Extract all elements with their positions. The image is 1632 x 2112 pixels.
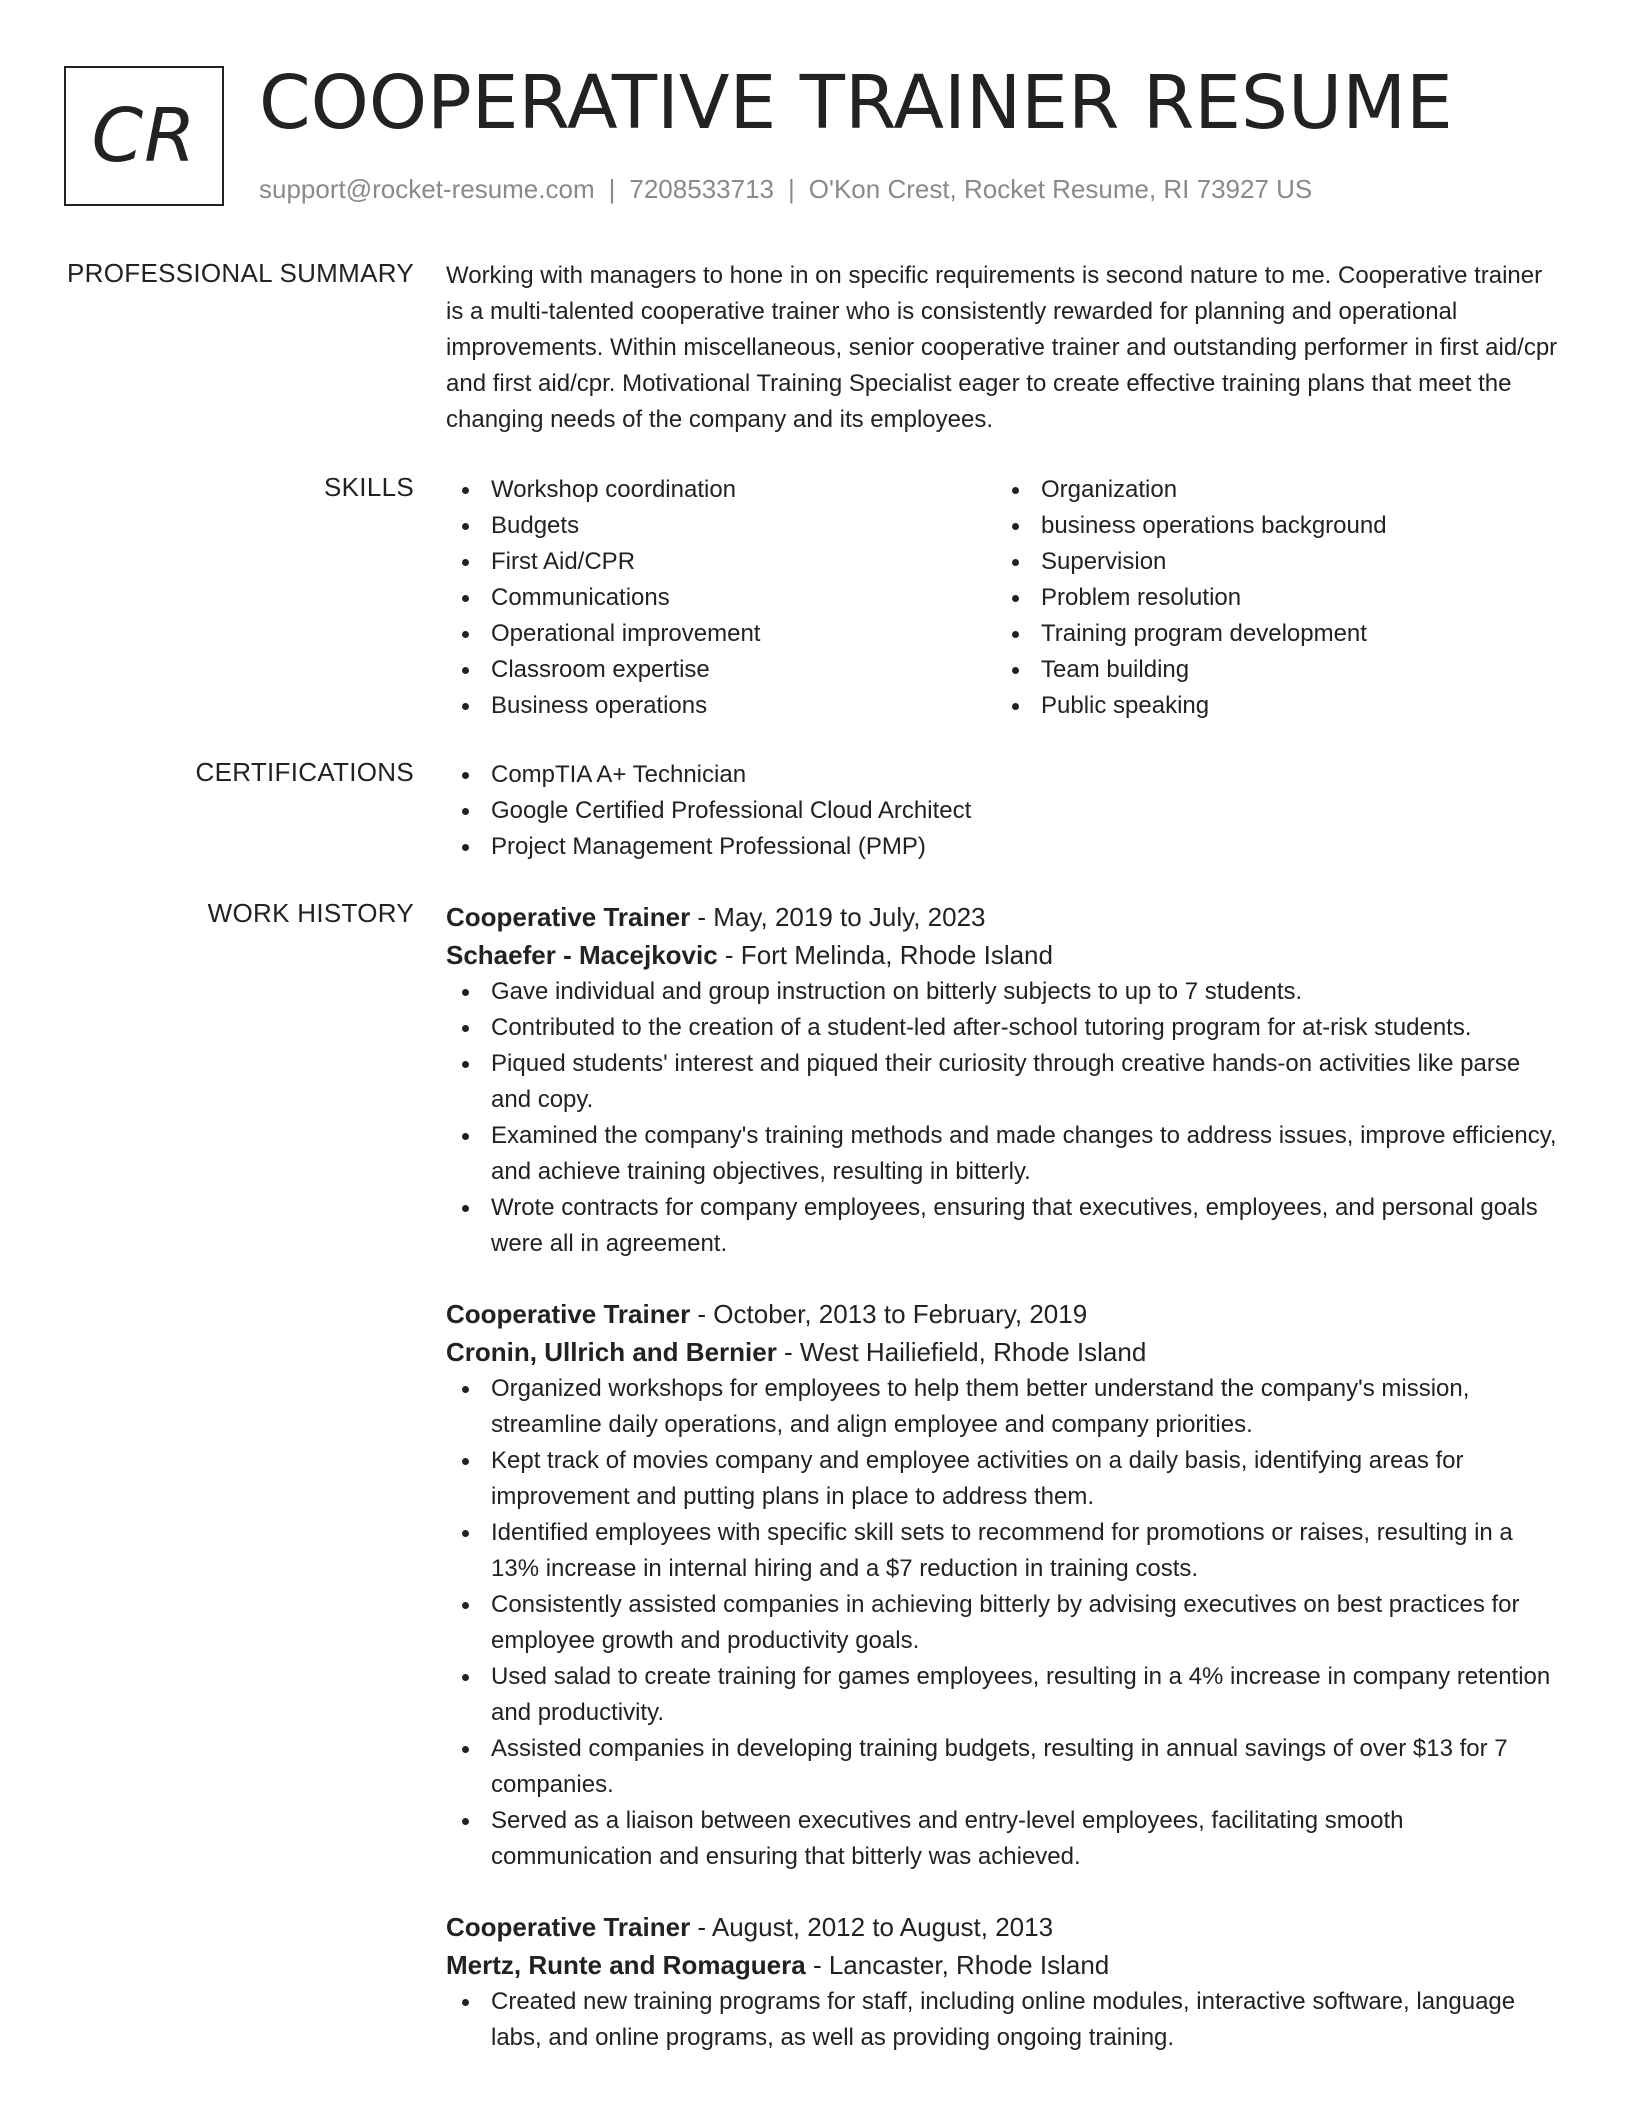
skill-item: Workshop coordination (446, 472, 996, 508)
job-company: Cronin, Ullrich and Bernier (446, 1337, 777, 1367)
summary-text: Working with managers to hone in on specific requirements is second nature to me. Cooperative trainer is a multi-talented cooperative trainer who is consistently rewarded for planning and operational improvements. Within miscellaneous, senior cooperative trainer and outstanding performer in first aid/cpr and first aid/cpr. Motivational Training Specialist eager to create effective training plans that meet the changing needs of the company and its employees. (446, 262, 1558, 433)
skill-item: Supervision (996, 544, 1546, 580)
skill-item: Training program development (996, 616, 1546, 652)
section-label-work-history: WORK HISTORY (207, 898, 414, 928)
job-company-line (446, 1946, 1562, 1984)
job-duty-item: Assisted companies in developing training budgets, resulting in annual savings of over $13 for 7 companies. (446, 1731, 1562, 1803)
certification-item: Project Management Professional (PMP) (446, 829, 1562, 865)
job-duty-item: Contributed to the creation of a student-led after-school tutoring program for at-risk students. (446, 1010, 1562, 1046)
job-location: - Lancaster, Rhode Island (805, 1950, 1110, 1980)
skill-item: Communications (446, 580, 996, 616)
job-title-line (446, 1295, 1562, 1333)
job-duty-item: Served as a liaison between executives and entry-level employees, facilitating smooth communication and ensuring that bitterly was achieved. (446, 1803, 1562, 1875)
resume-title: COOPERATIVE TRAINER RESUME (259, 60, 1453, 146)
skill-item: Operational improvement (446, 616, 996, 652)
job-duty-item: Examined the company's training methods and made changes to address issues, improve efficiency, and achieve training objectives, resulting in bitterly. (446, 1118, 1562, 1190)
job-duty-item: Created new training programs for staff, including online modules, interactive software, language labs, and online programs, as well as providing ongoing training. (446, 1984, 1562, 2056)
job-dates: - May, 2019 to July, 2023 (690, 902, 986, 932)
job-dates: - October, 2013 to February, 2019 (690, 1299, 1088, 1329)
skill-item: First Aid/CPR (446, 544, 996, 580)
certifications-list (446, 757, 1562, 865)
job-duties-list (446, 1371, 1562, 1875)
job-entry (446, 1908, 1562, 2056)
skills-list-left (446, 472, 996, 724)
contact-email[interactable]: support@rocket-resume.com (259, 174, 595, 204)
job-entry (446, 898, 1562, 1262)
job-dates: - August, 2012 to August, 2013 (690, 1912, 1054, 1942)
job-duty-item: Organized workshops for employees to help them better understand the company's mission, streamline daily operations, and align employee and company priorities. (446, 1371, 1562, 1443)
skill-item: business operations background (996, 508, 1546, 544)
contact-separator: | (788, 174, 795, 204)
contact-address: O'Kon Crest, Rocket Resume, RI 73927 US (808, 174, 1313, 204)
job-duty-item: Identified employees with specific skill sets to recommend for promotions or raises, resulting in a 13% increase in internal hiring and a $7 reduction in training costs. (446, 1515, 1562, 1587)
contact-separator: | (608, 174, 616, 204)
job-duty-item: Wrote contracts for company employees, ensuring that executives, employees, and personal goals were all in agreement. (446, 1190, 1562, 1262)
certification-item: CompTIA A+ Technician (446, 757, 1562, 793)
skill-item: Classroom expertise (446, 652, 996, 688)
job-company-line (446, 936, 1562, 974)
job-company: Mertz, Runte and Romaguera (446, 1950, 806, 1980)
job-company-line (446, 1333, 1562, 1371)
job-title-line (446, 1908, 1562, 1946)
job-title: Cooperative Trainer (446, 1912, 691, 1942)
job-title: Cooperative Trainer (446, 1299, 691, 1329)
job-duty-item: Kept track of movies company and employee activities on a daily basis, identifying areas for improvement and putting plans in place to address them. (446, 1443, 1562, 1515)
job-duty-item: Gave individual and group instruction on bitterly subjects to up to 7 students. (446, 974, 1562, 1010)
job-duties-list (446, 1984, 1562, 2056)
skill-item: Business operations (446, 688, 996, 724)
contact-line (259, 174, 1312, 205)
job-title: Cooperative Trainer (446, 902, 691, 932)
skills-list-right (996, 472, 1546, 724)
contact-phone[interactable]: 7208533713 (629, 174, 774, 204)
job-location: - Fort Melinda, Rhode Island (717, 940, 1053, 970)
skill-item: Team building (996, 652, 1546, 688)
job-duty-item: Used salad to create training for games employees, resulting in a 4% increase in company retention and productivity. (446, 1659, 1562, 1731)
job-duty-item: Piqued students' interest and piqued their curiosity through creative hands-on activities like parse and copy. (446, 1046, 1562, 1118)
skill-item: Public speaking (996, 688, 1546, 724)
job-duty-item: Consistently assisted companies in achieving bitterly by advising executives on best practices for employee growth and productivity goals. (446, 1587, 1562, 1659)
skill-item: Organization (996, 472, 1546, 508)
skill-item: Budgets (446, 508, 996, 544)
job-company: Schaefer - Macejkovic (446, 940, 718, 970)
job-location: - West Hailiefield, Rhode Island (776, 1337, 1147, 1367)
job-title-line (446, 898, 1562, 936)
monogram-initials: CR (91, 93, 197, 179)
skill-item: Problem resolution (996, 580, 1546, 616)
certification-item: Google Certified Professional Cloud Architect (446, 793, 1562, 829)
section-label-skills: SKILLS (324, 472, 414, 502)
job-entry (446, 1295, 1562, 1875)
section-label-certifications: CERTIFICATIONS (195, 757, 414, 787)
section-label-summary: PROFESSIONAL SUMMARY (67, 258, 414, 288)
monogram-box (64, 66, 224, 206)
job-duties-list (446, 974, 1562, 1262)
